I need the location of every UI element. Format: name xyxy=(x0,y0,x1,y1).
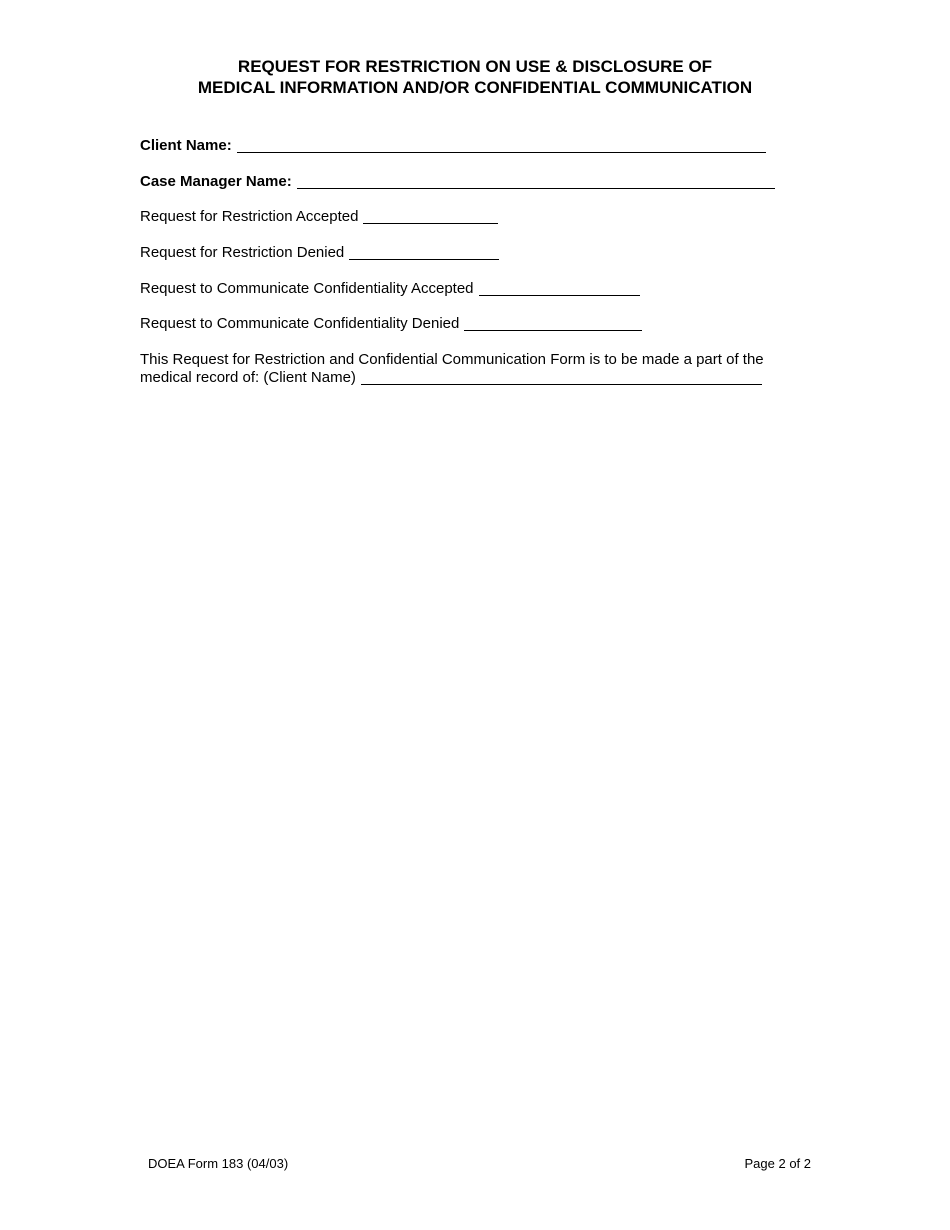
form-title-line-2: MEDICAL INFORMATION AND/OR CONFIDENTIAL COMMUNICATION xyxy=(197,78,753,97)
restriction-accepted-field[interactable] xyxy=(363,208,498,224)
confidentiality-accepted-field[interactable] xyxy=(479,280,640,296)
page-number: Page 2 of 2 xyxy=(744,1156,811,1171)
statement-paragraph xyxy=(140,351,764,387)
confidentiality-accepted-row xyxy=(140,280,640,298)
statement-line-1: This Request for Restriction and Confidential Communication Form is to be made a part of the xyxy=(140,351,764,368)
restriction-denied-field[interactable] xyxy=(349,244,499,260)
form-number: DOEA Form 183 (04/03) xyxy=(148,1156,289,1171)
case-manager-name-row xyxy=(140,173,775,191)
client-name-field[interactable] xyxy=(237,137,766,153)
statement-client-label: medical record of: (Client Name) xyxy=(140,369,356,386)
confidentiality-denied-row xyxy=(140,315,642,333)
confidentiality-accepted-label: Request to Communicate Confidentiality Accepted xyxy=(140,280,474,297)
form-title-line-1: REQUEST FOR RESTRICTION ON USE & DISCLOSURE OF xyxy=(237,57,713,76)
case-manager-name-field[interactable] xyxy=(297,173,775,189)
case-manager-name-label: Case Manager Name: xyxy=(140,173,292,190)
confidentiality-denied-field[interactable] xyxy=(464,315,642,331)
confidentiality-denied-label: Request to Communicate Confidentiality Denied xyxy=(140,315,460,332)
restriction-accepted-row xyxy=(140,208,498,226)
restriction-denied-row xyxy=(140,244,499,262)
restriction-accepted-label: Request for Restriction Accepted xyxy=(140,208,359,225)
client-name-label: Client Name: xyxy=(140,137,232,154)
statement-client-name-field[interactable] xyxy=(361,369,762,385)
restriction-denied-label: Request for Restriction Denied xyxy=(140,244,345,261)
client-name-row xyxy=(140,137,766,155)
